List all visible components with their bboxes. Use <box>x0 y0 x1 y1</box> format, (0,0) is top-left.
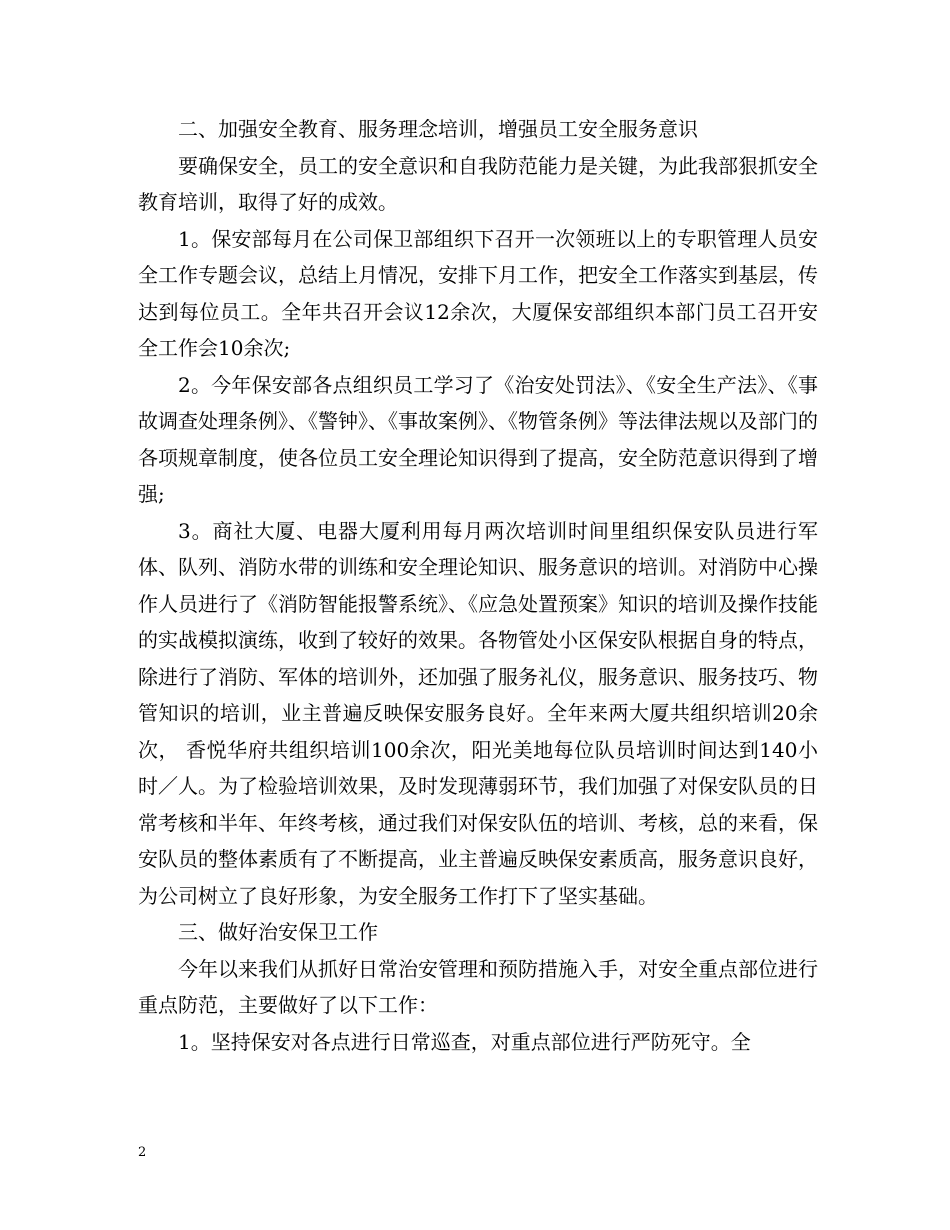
paragraph-intro: 要确保安全，员工的安全意识和自我防范能力是关键，为此我部狠抓安全教育培训，取得了好的成效。 <box>138 153 818 214</box>
paragraph-item-1: 1。保安部每月在公司保卫部组织下召开一次领班以上的专职管理人员安全工作专题会议，总结上月情况，安排下月工作，把安全工作落实到基层，传达到每位员工。全年共召开会议12余次，大厦保安部组织本部门员工召开安全工作会10余次; <box>138 226 818 360</box>
paragraph-security-intro: 今年以来我们从抓好日常治安管理和预防措施入手，对安全重点部位进行重点防范，主要做好了以下工作： <box>138 956 818 1017</box>
paragraph-item-3: 3。商社大厦、电器大厦利用每月两次培训时间里组织保安队员进行军体、队列、消防水带的训练和安全理论知识、服务意识的培训。对消防中心操作人员进行了《消防智能报警系统》、《应急处置预案》知识的培训及操作技能的实战模拟演练，收到了较好的效果。各物管处小区保安队根据自身的特点，除进行了消防、军体的培训外，还加强了服务礼仪，服务意识、服务技巧、物管知识的培训，业主普遍反映保安服务良好。全年来两大厦共组织培训20余次， 香悦华府共组织培训100余次，阳光美地每位队员培训时间达到140小时／人。为了检验培训效果，及时发现薄弱环节，我们加强了对保安队员的日常考核和半年、年终考核，通过我们对保安队伍的培训、考核，总的来看，保安队员的整体素质有了不断提高，业主普遍反映保安素质高，服务意识良好，为公司树立了良好形象，为安全服务工作打下了坚实基础。 <box>138 518 818 908</box>
page-number: 2 <box>138 1145 147 1160</box>
section-heading-safety-education: 二、加强安全教育、服务理念培训，增强员工安全服务意识 <box>178 117 698 141</box>
paragraph-security-item-1: 1。坚持保安对各点进行日常巡查，对重点部位进行严防死守。全 <box>178 1029 751 1054</box>
document-body <box>138 111 818 1060</box>
section-heading-security: 三、做好治安保卫工作 <box>178 920 378 944</box>
paragraph-item-2: 2。今年保安部各点组织员工学习了《治安处罚法》、《安全生产法》、《事故调查处理条例》、《警钟》、《事故案例》、《物管条例》等法律法规以及部门的各项规章制度，使各位员工安全理论知识得到了提高，安全防范意识得到了增强; <box>138 372 818 506</box>
